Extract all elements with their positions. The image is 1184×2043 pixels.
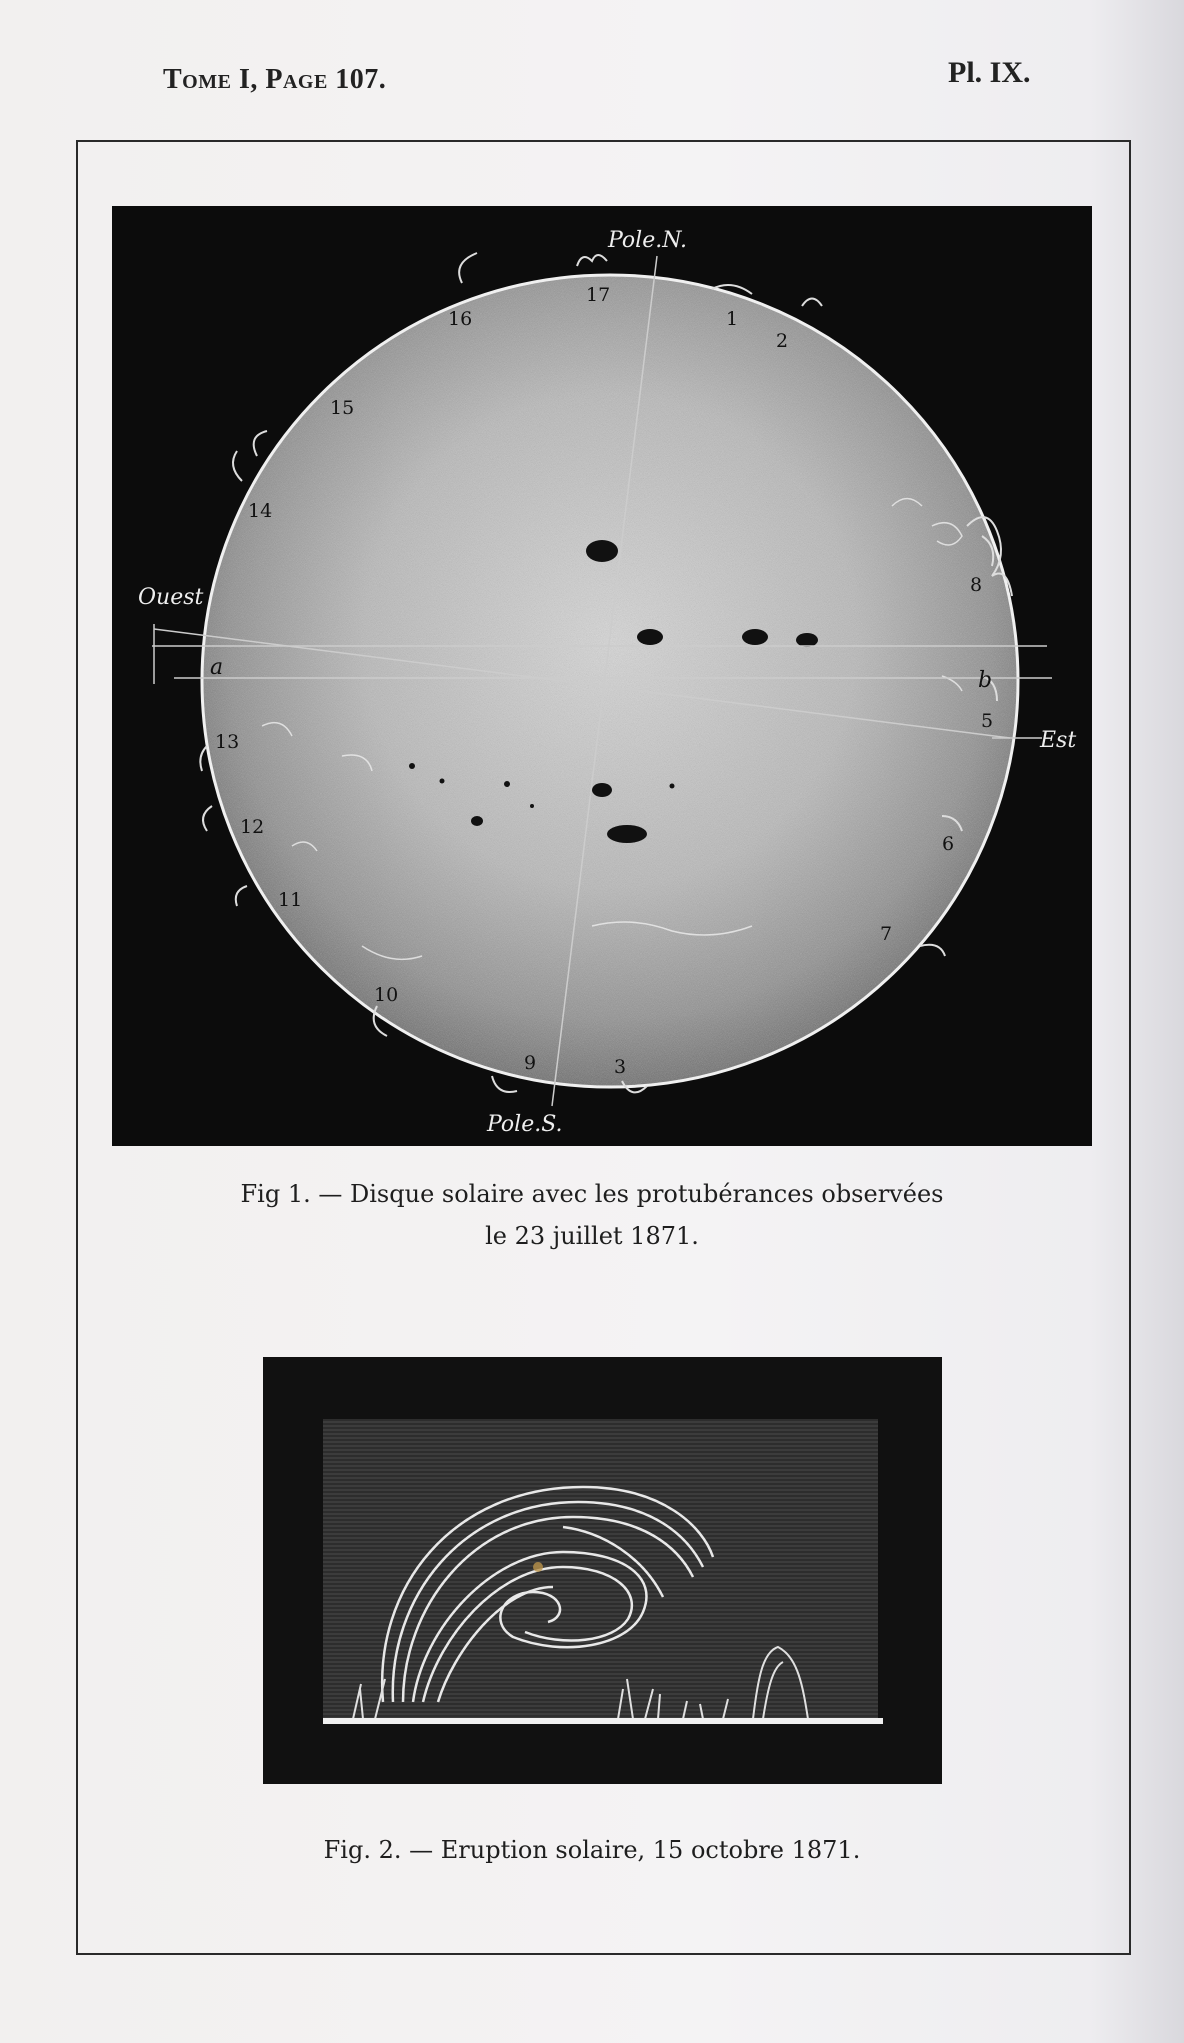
- figure-2-solar-eruption: [263, 1357, 942, 1784]
- figure-1-caption-line2: le 23 juillet 1871.: [485, 1222, 699, 1250]
- label-13: 13: [215, 731, 240, 753]
- label-9: 9: [524, 1052, 537, 1074]
- label-a: a: [210, 655, 224, 680]
- east-label: Est: [1040, 728, 1077, 753]
- label-2: 2: [776, 330, 789, 352]
- eruption-illustration: [263, 1357, 942, 1784]
- solar-disk-illustration: [112, 206, 1092, 1146]
- label-3: 3: [614, 1056, 627, 1078]
- pole-south-label: Pole.S.: [487, 1112, 563, 1137]
- pole-north-label: Pole.N.: [608, 228, 688, 253]
- label-12: 12: [240, 816, 265, 838]
- label-1: 1: [726, 308, 739, 330]
- label-15: 15: [330, 397, 355, 419]
- label-6: 6: [942, 833, 955, 855]
- label-b: b: [978, 668, 993, 693]
- label-16: 16: [448, 308, 473, 330]
- label-17: 17: [586, 284, 611, 306]
- label-11: 11: [278, 889, 303, 911]
- label-5: 5: [981, 710, 994, 732]
- label-14: 14: [248, 500, 273, 522]
- plate-number: Pl. IX.: [948, 56, 1031, 89]
- label-7: 7: [880, 923, 893, 945]
- page-header-left: Tome I, Page 107.: [163, 64, 387, 95]
- figure-1-solar-disk: [112, 206, 1092, 1146]
- figure-1-caption-line1: Fig 1. — Disque solaire avec les protubérances observées: [240, 1180, 944, 1208]
- label-10: 10: [374, 984, 399, 1006]
- west-label: Ouest: [138, 585, 204, 610]
- label-8: 8: [970, 574, 983, 596]
- figure-2-caption: Fig. 2. — Eruption solaire, 15 octobre 1871.: [323, 1836, 861, 1864]
